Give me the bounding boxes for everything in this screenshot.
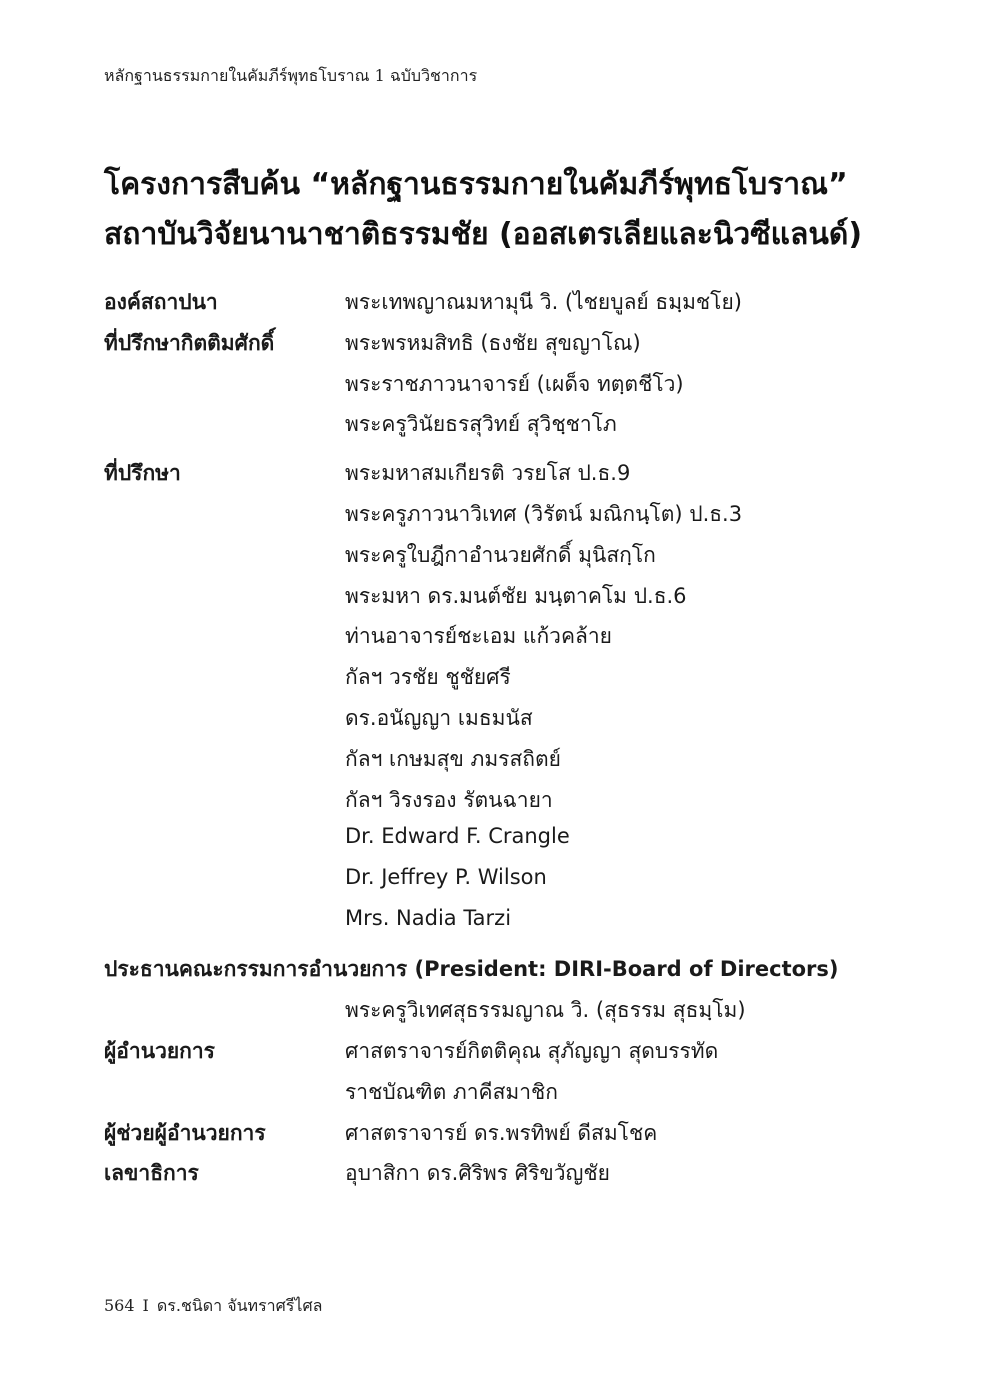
footer-author: ดร.ชนิดา จันทราศรีไศล — [156, 1296, 323, 1315]
director-name: ศาสตราจารย์กิตติคุณ สุภัญญา สุดบรรทัด — [345, 1039, 719, 1063]
page-footer — [104, 1294, 322, 1319]
advisor-name: พระครูใบฎีกาอำนวยศักดิ์ มุนิสกฺโก — [345, 543, 656, 567]
assistant-director-label: ผู้ช่วยผู้อำนวยการ — [104, 1121, 266, 1145]
secretary-name: อุบาสิกา ดร.ศิริพร ศิริขวัญชัย — [345, 1161, 610, 1185]
assistant-director-name: ศาสตราจารย์ ดร.พรทิพย์ ดีสมโชค — [345, 1121, 658, 1145]
advisor-name: Mrs. Nadia Tarzi — [345, 906, 512, 930]
founder-name: พระเทพญาณมหามุนี วิ. (ไชยบูลย์ ธมฺมชโย) — [345, 290, 742, 314]
founder-label: องค์สถาปนา — [104, 290, 218, 314]
advisor-name: กัลฯ วิรงรอง รัตนฉายา — [345, 788, 553, 812]
honorary-advisor-name: พระครูวินัยธรสุวิทย์ สุวิชฺชาโภ — [345, 412, 617, 436]
page-number: 564 — [104, 1296, 135, 1315]
title-line-2: สถาบันวิจัยนานาชาติธรรมชัย (ออสเตรเลียและนิวซีแลนด์) — [104, 217, 863, 252]
advisor-name: กัลฯ วรชัย ชูชัยศรี — [345, 665, 511, 689]
advisor-name: ดร.อนัญญา เมธมนัส — [345, 706, 533, 730]
advisor-name: พระมหา ดร.มนต์ชัย มนฺตาคโม ป.ธ.6 — [345, 584, 687, 608]
page-title — [104, 160, 944, 260]
president-label: ประธานคณะกรรมการอำนวยการ (President: DIRI-Board of Directors) — [104, 957, 839, 981]
president-name: พระครูวิเทศสุธรรมญาณ วิ. (สุธรรม สุธมฺโม) — [345, 998, 746, 1022]
advisor-name: Dr. Edward F. Crangle — [345, 824, 570, 848]
running-header: หลักฐานธรรมกายในคัมภีร์พุทธโบราณ 1 ฉบับวิชาการ — [104, 66, 478, 85]
honorary-advisor-name: พระพรหมสิทธิ (ธงชัย สุขญาโณ) — [345, 331, 641, 355]
advisor-name: Dr. Jeffrey P. Wilson — [345, 865, 547, 889]
advisor-name: ท่านอาจารย์ชะเอม แก้วคล้าย — [345, 624, 612, 648]
honorary-advisors-label: ที่ปรึกษากิตติมศักดิ์ — [104, 331, 275, 355]
honorary-advisor-name: พระราชภาวนาจารย์ (เผด็จ ทตฺตชีโว) — [345, 372, 684, 396]
secretary-label: เลขาธิการ — [104, 1161, 199, 1185]
director-title: ราชบัณฑิต ภาคีสมาชิก — [345, 1080, 558, 1104]
title-line-1: โครงการสืบค้น “หลักฐานธรรมกายในคัมภีร์พุทธโบราณ” — [104, 167, 848, 202]
director-label: ผู้อำนวยการ — [104, 1039, 215, 1063]
advisor-name: กัลฯ เกษมสุข ภมรสถิตย์ — [345, 747, 561, 771]
advisor-name: พระมหาสมเกียรติ วรยโส ป.ธ.9 — [345, 461, 631, 485]
footer-separator: I — [142, 1296, 149, 1315]
advisor-name: พระครูภาวนาวิเทศ (วิรัตน์ มณิกนฺโต) ป.ธ.3 — [345, 502, 743, 526]
advisors-label: ที่ปรึกษา — [104, 461, 181, 485]
